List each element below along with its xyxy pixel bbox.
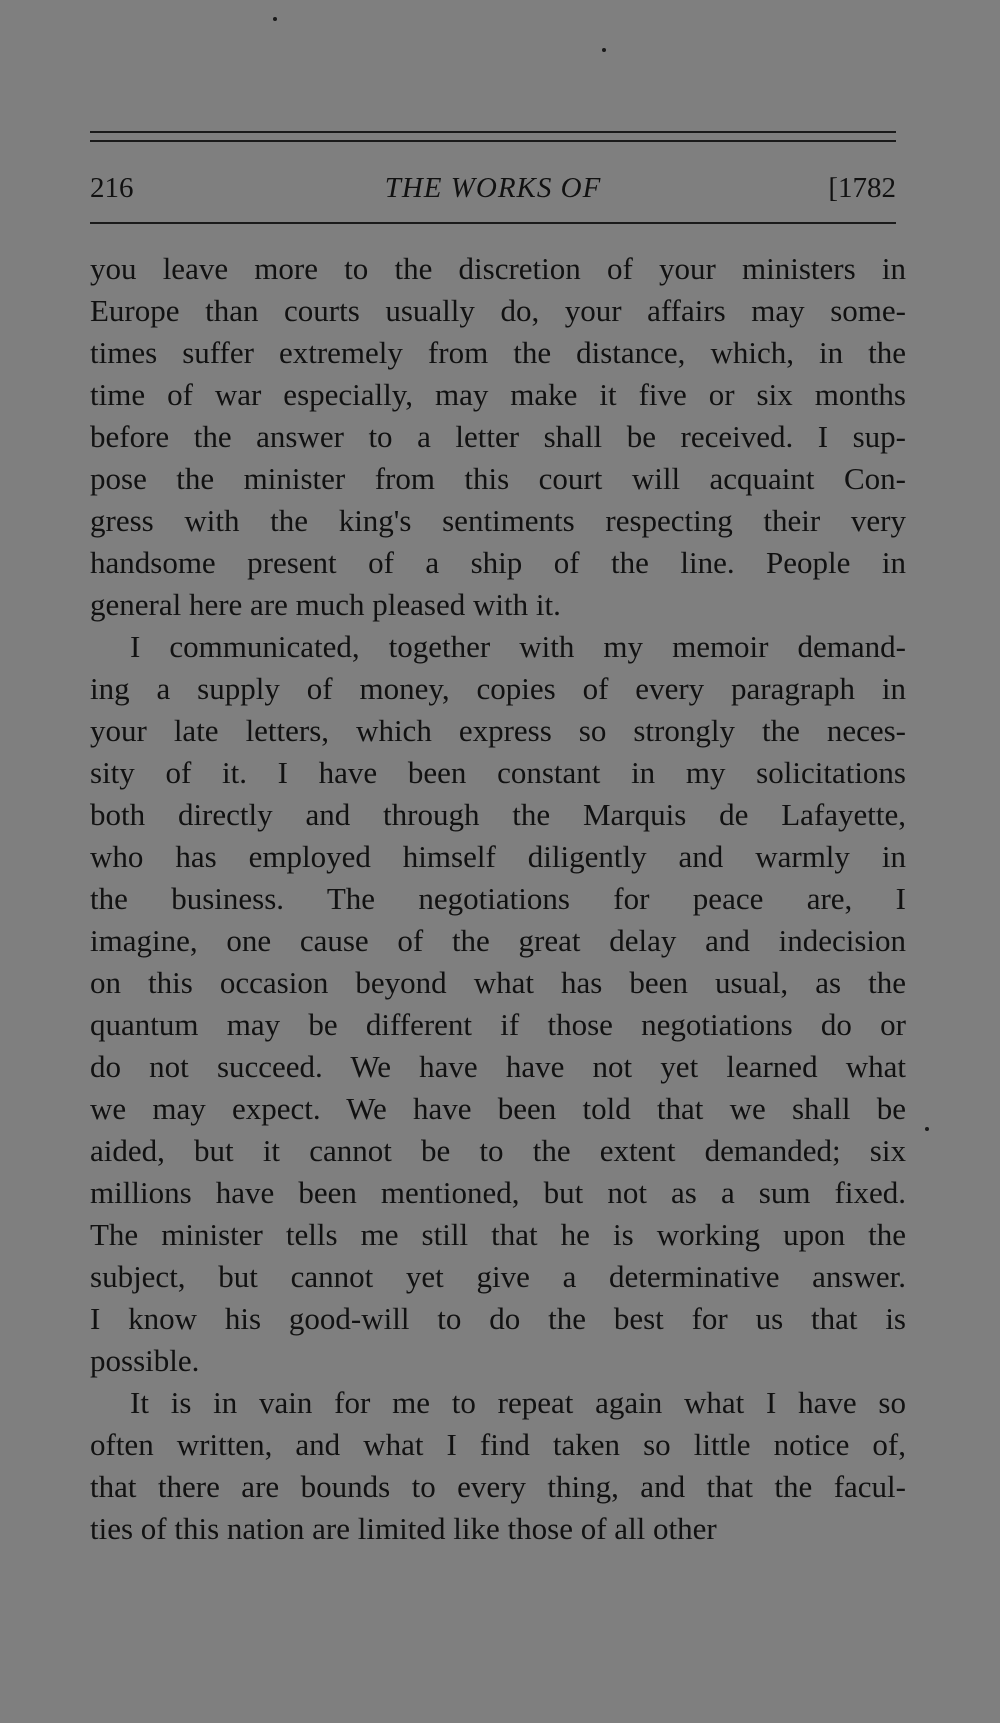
text-line: both directly and through the Marquis de Lafayette, (90, 797, 906, 832)
text-line: quantum may be different if those negotiations do or (90, 1007, 906, 1042)
text-line: I communicated, together with my memoir demand- (130, 629, 906, 664)
text-line: sity of it. I have been constant in my solicitations (90, 755, 906, 790)
text-line: The minister tells me still that he is working upon the (90, 1217, 906, 1252)
text-line: before the answer to a letter shall be received. I sup- (90, 419, 906, 454)
text-line: Europe than courts usually do, your affairs may some- (90, 293, 906, 328)
text-line: times suffer extremely from the distance, which, in the (90, 335, 906, 370)
text-line: on this occasion beyond what has been usual, as the (90, 965, 906, 1000)
text-line: possible. (90, 1343, 200, 1378)
paragraph (90, 626, 906, 1382)
text-line: aided, but it cannot be to the extent demanded; six (90, 1133, 906, 1168)
top-double-rule-upper (90, 131, 896, 133)
text-line: that there are bounds to every thing, and that the facul- (90, 1469, 906, 1504)
body-text (90, 248, 906, 1550)
running-header (90, 166, 896, 210)
text-line: the business. The negotiations for peace are, I (90, 881, 906, 916)
text-line: do not succeed. We have have not yet learned what (90, 1049, 906, 1084)
text-line: who has employed himself diligently and warmly in (90, 839, 906, 874)
text-line: often written, and what I find taken so little notice of, (90, 1427, 906, 1462)
text-line: general here are much pleased with it. (90, 587, 561, 622)
text-line: ties of this nation are limited like those of all other (90, 1511, 717, 1546)
text-line: time of war especially, may make it five or six months (90, 377, 906, 412)
text-line: ing a supply of money, copies of every paragraph in (90, 671, 906, 706)
print-speck (273, 17, 277, 21)
text-line: I know his good-will to do the best for us that is (90, 1301, 906, 1336)
text-line: It is in vain for me to repeat again what I have so (130, 1385, 906, 1420)
text-line: subject, but cannot yet give a determinative answer. (90, 1259, 906, 1294)
text-line: millions have been mentioned, but not as a sum fixed. (90, 1175, 906, 1210)
text-line: imagine, one cause of the great delay and indecision (90, 923, 906, 958)
text-line: gress with the king's sentiments respecting their very (90, 503, 906, 538)
paragraph (90, 1382, 906, 1550)
running-title: THE WORKS OF (384, 172, 602, 204)
text-line: pose the minister from this court will acquaint Con- (90, 461, 906, 496)
year-marker: [1782 (828, 172, 896, 204)
text-line: you leave more to the discretion of your ministers in (90, 251, 906, 286)
paragraph (90, 248, 906, 626)
print-speck (925, 1127, 929, 1131)
page-number: 216 (90, 172, 134, 204)
header-underline (90, 222, 896, 224)
top-double-rule-lower (90, 140, 896, 142)
text-line: we may expect. We have been told that we shall be (90, 1091, 906, 1126)
text-line: handsome present of a ship of the line. People in (90, 545, 906, 580)
print-speck (602, 48, 606, 52)
text-line: your late letters, which express so strongly the neces- (90, 713, 906, 748)
